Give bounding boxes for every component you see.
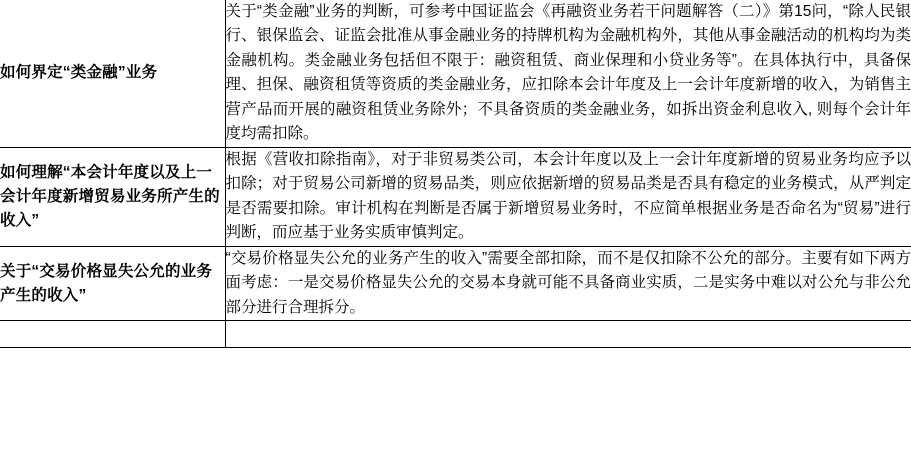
table-cell-description-empty	[225, 321, 911, 348]
table-row	[0, 246, 911, 320]
table-cell-description: 根据《营收扣除指南》，对于非贸易类公司，本会计年度以及上一会计年度新增的贸易业务均应予以扣除；对于贸易公司新增的贸易品类，则应依据新增的贸易品类是否具有稳定的业务模式，从严判定是否需要扣除。审计机构在判断是否属于新增贸易业务时，不应简单根据业务是否命名为“贸易”进行判断，而应基于业务实质审慎判定。	[225, 147, 911, 246]
table-cell-term: 关于“交易价格显失公允的业务产生的收入”	[0, 246, 225, 320]
table-cell-term: 如何界定“类金融”业务	[0, 0, 225, 147]
table-cell-description: “交易价格显失公允的业务产生的收入”需要全部扣除，而不是仅扣除不公允的部分。主要有如下两方面考虑：一是交易价格显失公允的交易本身就可能不具备商业实质，二是实务中难以对公允与非公允部分进行合理拆分。	[225, 246, 911, 320]
table-cell-term: 如何理解“本会计年度以及上一会计年度新增贸易业务所产生的收入”	[0, 147, 225, 246]
table-row	[0, 147, 911, 246]
table-cell-term-empty	[0, 321, 225, 348]
table-cell-description: 关于“类金融”业务的判断，可参考中国证监会《再融资业务若干问题解答（二）》第15问，“除人民银行、银保监会、证监会批准从事金融业务的持牌机构为金融机构外，其他从事金融活动的机构均为类金融机构。类金融业务包括但不限于：融资租赁、商业保理和小贷业务等”。在具体执行中，具备保理、担保、融资租赁等资质的类金融业务，应扣除本会计年度及上一会计年度新增的收入，为销售主营产品而开展的融资租赁业务除外；不具备资质的类金融业务，如拆出资金利息收入, 则每个会计年度均需扣除。	[225, 0, 911, 147]
table-row	[0, 0, 911, 147]
table-row-partial	[0, 321, 911, 348]
